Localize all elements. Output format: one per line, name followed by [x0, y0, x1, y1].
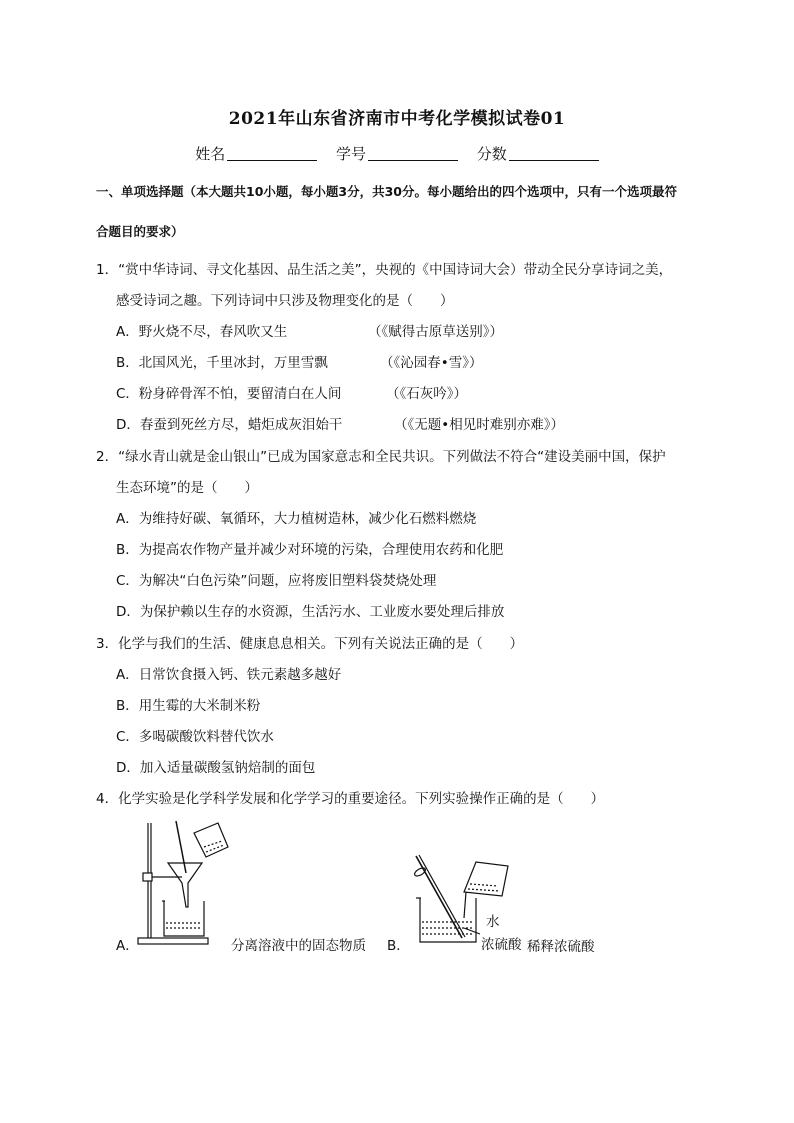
q1-option-b: B．北国风光，千里冰封，万里雪飘 [116, 355, 328, 371]
q4-figure-a-caption: 分离溶液中的固态物质 [231, 938, 366, 954]
q2-stem-line2: 生态环境”的是（ ） [116, 480, 258, 496]
q4-figure-b-letter: B． [387, 938, 410, 954]
q4-figure-b-acid-label: 浓硫酸 [481, 937, 522, 953]
id-label: 学号 [335, 145, 366, 163]
q1-stem-line1: 1．“赏中华诗词、寻文化基因、品生活之美”，央视的《中国诗词大会）带动全民分享诗词之美， [96, 262, 673, 278]
q2-stem-line1: 2．“绿水青山就是金山银山”已成为国家意志和全民共识。下列做法不符合“建设美丽中国，保护 [96, 449, 666, 465]
score-label: 分数 [476, 145, 507, 163]
q4-figure-a-letter: A． [116, 938, 139, 954]
section-heading-line2: 合题目的要求） [96, 224, 184, 239]
q2-option-a: A．为维持好碳、氧循环，大力植树造林，减少化石燃料燃烧 [116, 511, 477, 527]
q2-option-d: D．为保护赖以生存的水资源，生活污水、工业废水要处理后排放 [116, 604, 505, 620]
q1-stem-line2: 感受诗词之趣。下列诗词中只涉及物理变化的是（ ） [116, 293, 454, 309]
q1-option-b-source: （《沁园春•雪》） [380, 355, 483, 371]
dilution-apparatus-figure [408, 822, 520, 946]
page-title: 2021年山东省济南市中考化学模拟试卷01 [228, 109, 566, 129]
section-heading-line1: 一、单项选择题（本大题共10小题，每小题3分，共30分。每小题给出的四个选项中，只有一个选项最符 [96, 184, 677, 199]
q3-option-b: B．用生霉的大米制米粉 [116, 698, 261, 714]
q1-option-d: D．春蚕到死丝方尽，蜡炬成灰泪始干 [116, 417, 343, 433]
q3-option-d: D．加入适量碳酸氢钠焙制的面包 [116, 760, 316, 776]
filtration-apparatus-figure [134, 815, 234, 947]
q3-option-c: C．多喝碳酸饮料替代饮水 [116, 729, 274, 745]
name-blank [227, 145, 317, 161]
q4-stem: 4．化学实验是化学科学发展和化学学习的重要途径。下列实验操作正确的是（ ） [96, 791, 605, 807]
q4-figure-b-caption: 稀释浓硫酸 [527, 939, 595, 955]
q2-option-b: B．为提高农作物产量并减少对环境的污染，合理使用农药和化肥 [116, 542, 504, 558]
q3-stem: 3．化学与我们的生活、健康息息相关。下列有关说法正确的是（ ） [96, 636, 524, 652]
student-info-line [0, 143, 794, 164]
q4-figure-b-water-label: 水 [486, 914, 500, 930]
q3-option-a: A．日常饮食摄入钙、铁元素越多越好 [116, 667, 342, 683]
q1-option-d-source: （《无题•相见时难别亦难》） [394, 417, 564, 433]
q2-option-c: C．为解决“白色污染”问题，应将废旧塑料袋焚烧处理 [116, 573, 437, 589]
score-blank [509, 145, 599, 161]
q1-option-c-source: （《石灰吟》） [386, 386, 467, 402]
name-label: 姓名 [195, 145, 226, 163]
q1-option-c: C．粉身碎骨浑不怕，要留清白在人间 [116, 386, 342, 402]
q1-option-a: A．野火烧不尽，春风吹又生 [116, 324, 288, 340]
q1-option-a-source: （《赋得古原草送别》） [368, 324, 503, 340]
id-blank [368, 145, 458, 161]
